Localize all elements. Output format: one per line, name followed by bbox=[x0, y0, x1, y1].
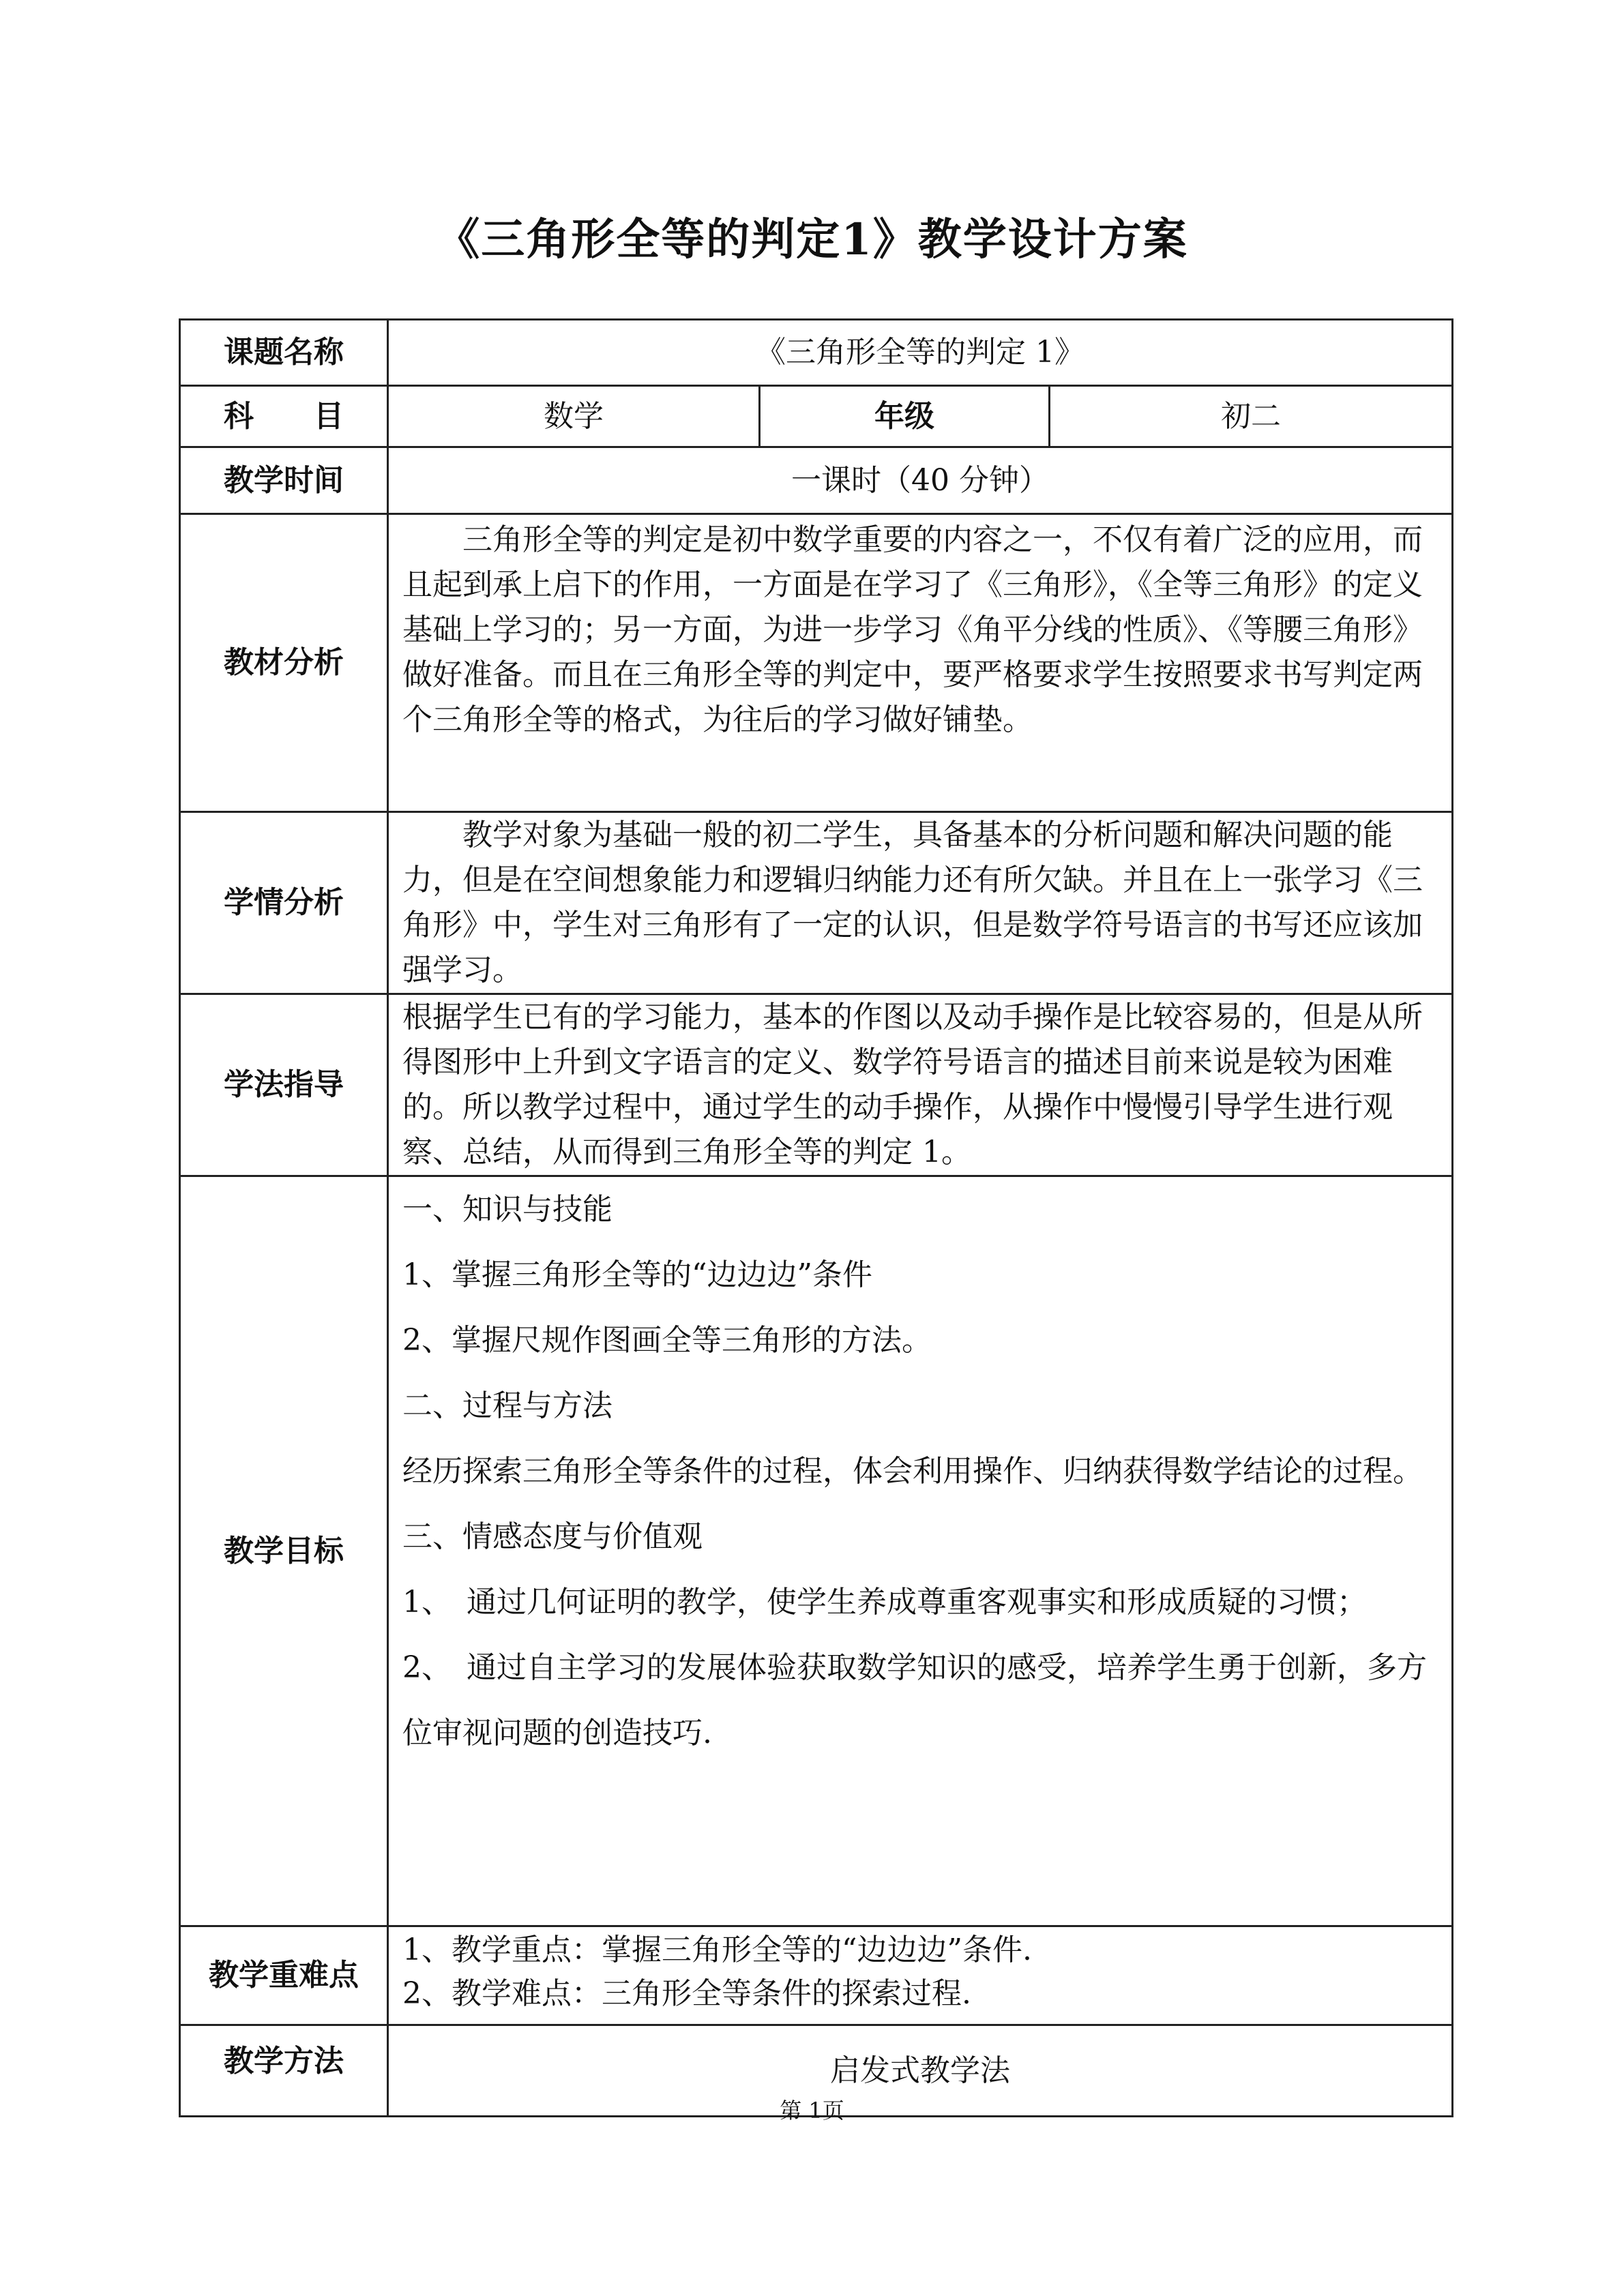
grade-value: 初二 bbox=[1050, 386, 1453, 447]
key-points-label: 教学重难点 bbox=[180, 1926, 388, 2025]
time-label: 教学时间 bbox=[180, 447, 388, 514]
learner-label: 学情分析 bbox=[180, 812, 388, 994]
grade-label: 年级 bbox=[760, 386, 1050, 447]
row-method-guide bbox=[180, 994, 1453, 1176]
key-point-line: 2、教学难点：三角形全等条件的探索过程. bbox=[402, 1976, 971, 2011]
topic-label: 课题名称 bbox=[180, 320, 388, 386]
objective-line: 二、过程与方法 bbox=[402, 1388, 612, 1423]
objective-line: 1、 通过几何证明的教学，使学生养成尊重客观事实和形成质疑的习惯； bbox=[402, 1585, 1367, 1620]
row-learner bbox=[180, 812, 1453, 994]
subject-value: 数学 bbox=[388, 386, 760, 447]
objective-line: 1、掌握三角形全等的“边边边”条件 bbox=[402, 1257, 872, 1292]
objective-line: 2、 通过自主学习的发展体验获取数学知识的感受，培养学生勇于创新，多方位审视问题的创造技巧. bbox=[402, 1650, 1427, 1750]
objective-line: 一、知识与技能 bbox=[402, 1192, 612, 1227]
row-subject bbox=[180, 386, 1453, 447]
row-topic bbox=[180, 320, 1453, 386]
key-point-line: 1、教学重点：掌握三角形全等的“边边边”条件. bbox=[402, 1933, 1032, 1967]
material-text: 三角形全等的判定是初中数学重要的内容之一，不仅有着广泛的应用，而且起到承上启下的作用，一方面是在学习了《三角形》，《全等三角形》的定义基础上学习的；另一方面，为进一步学习《角平分线的性质》、《等腰三角形》做好准备。而且在三角形全等的判定中，要严格要求学生按照要求书写判定两个三角形全等的格式，为往后的学习做好铺垫。 bbox=[402, 522, 1423, 737]
objective-line: 2、掌握尺规作图画全等三角形的方法。 bbox=[402, 1323, 932, 1358]
objective-line: 经历探索三角形全等条件的过程，体会利用操作、归纳获得数学结论的过程。 bbox=[402, 1454, 1423, 1489]
method-guide-label: 学法指导 bbox=[180, 994, 388, 1176]
objective-line: 三、情感态度与价值观 bbox=[402, 1519, 703, 1554]
subject-label: 科 目 bbox=[180, 386, 388, 447]
objectives-label: 教学目标 bbox=[180, 1176, 388, 1926]
row-material bbox=[180, 514, 1453, 812]
lesson-plan-table bbox=[179, 318, 1453, 2117]
row-time bbox=[180, 447, 1453, 514]
topic-value: 《三角形全等的判定 1》 bbox=[388, 320, 1453, 386]
learner-text: 教学对象为基础一般的初二学生，具备基本的分析问题和解决问题的能力，但是在空间想象能力和逻辑归纳能力还有所欠缺。并且在上一张学习《三角形》中，学生对三角形有了一定的认识，但是数学符号语言的书写还应该加强学习。 bbox=[402, 818, 1423, 987]
page-number: 第 1页 bbox=[780, 2098, 844, 2123]
material-label: 教材分析 bbox=[180, 514, 388, 812]
row-objectives bbox=[180, 1176, 1453, 1926]
teaching-method-value: 启发式教学法 bbox=[388, 2025, 1453, 2117]
row-key-points bbox=[180, 1926, 1453, 2025]
teaching-method-label: 教学方法 bbox=[180, 2025, 388, 2117]
document-title: 《三角形全等的判定1》教学设计方案 bbox=[436, 214, 1188, 265]
method-guide-text: 根据学生已有的学习能力，基本的作图以及动手操作是比较容易的，但是从所得图形中上升到文字语言的定义、数学符号语言的描述目前来说是较为困难的。所以教学过程中，通过学生的动手操作，从操作中慢慢引导学生进行观察、总结，从而得到三角形全等的判定 1。 bbox=[402, 1000, 1423, 1169]
time-value: 一课时（40 分钟） bbox=[388, 447, 1453, 514]
